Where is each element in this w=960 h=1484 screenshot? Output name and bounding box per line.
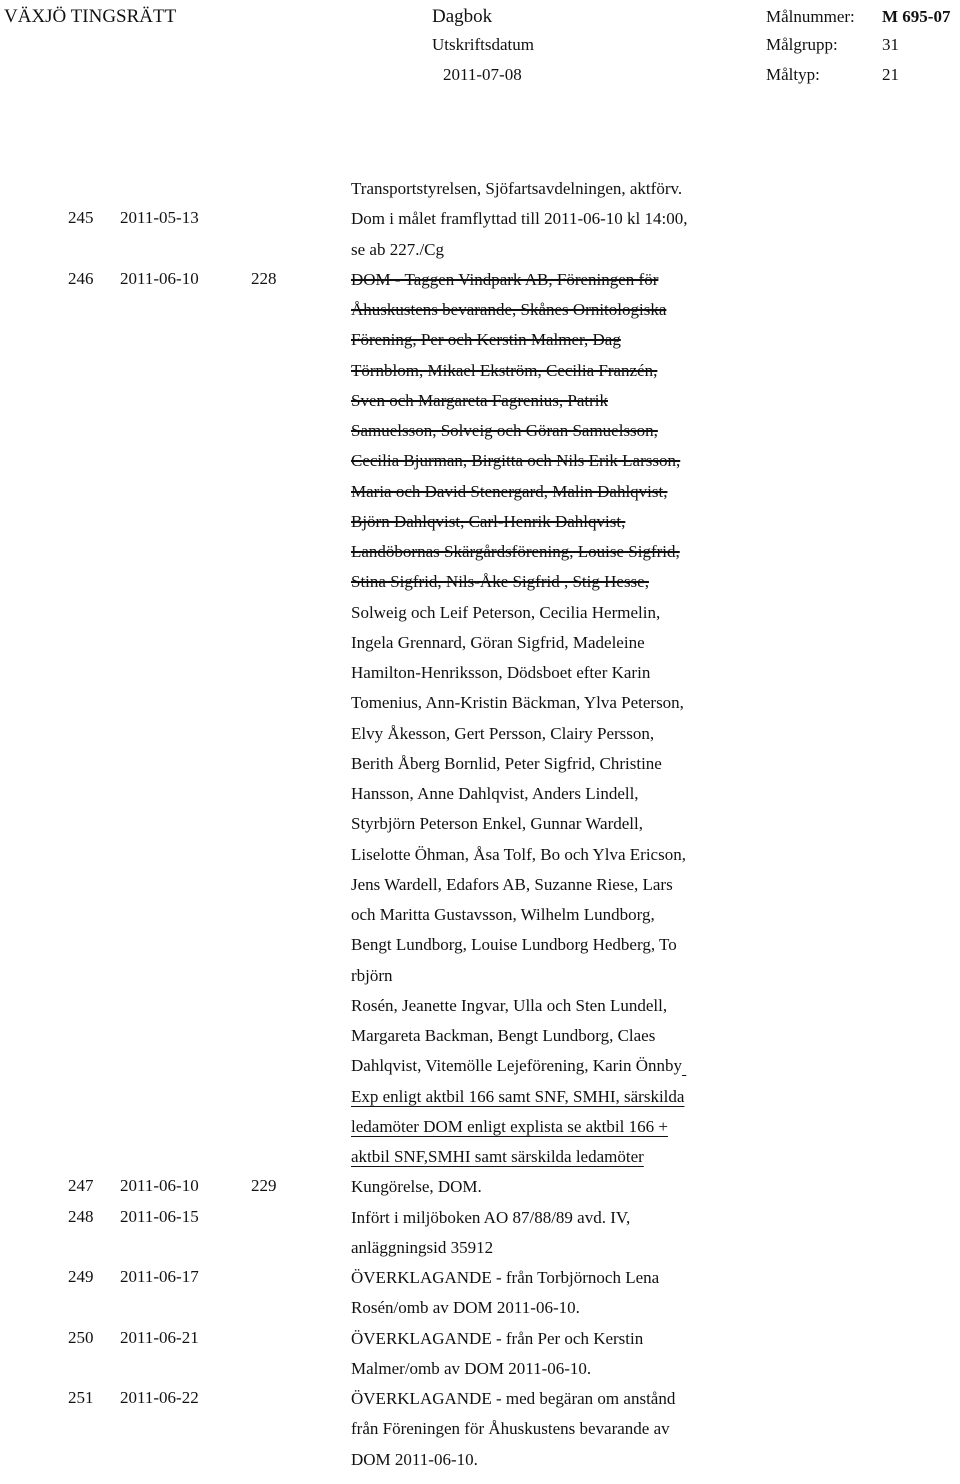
- entry-date: 2011-06-17: [120, 1267, 199, 1286]
- entry-text-line: se ab 227./Cg: [351, 239, 445, 259]
- entry-text-line: Bengt Lundborg, Louise Lundborg Hedberg, To: [351, 935, 677, 955]
- entry-text-line: Margareta Backman, Bengt Lundborg, Claes: [351, 1026, 656, 1045]
- entry-text-line: från Föreningen för Åhuskustens bevarande av: [351, 1419, 670, 1439]
- struck-amendment: ledamöter: [351, 1116, 419, 1136]
- entry-text-line: ÖVERKLAGANDE - med begäran om anstånd: [351, 1389, 676, 1408]
- case-number-label: Målnummer:: [766, 7, 855, 26]
- struck-text-line: Förening, Per och Kerstin Malmer, Dag: [351, 330, 621, 350]
- entry-text-line: Malmer/omb av DOM 2011-06-10.: [351, 1358, 592, 1378]
- entry-text-line: Infört i miljöboken AO 87/88/89 avd. IV,: [351, 1207, 631, 1227]
- struck-text-line: Stina Sigfrid, Nils-Åke Sigfrid , Stig Hesse,: [351, 572, 649, 592]
- print-date: 2011-07-08: [443, 65, 522, 84]
- entry-text-line: Styrbjörn Peterson Enkel, Gunnar Wardell,: [351, 814, 643, 834]
- entry-text-line: rbjörn: [351, 965, 393, 985]
- entry-date: 2011-06-15: [120, 1206, 199, 1226]
- entry-text-line: Berith Åberg Bornlid, Peter Sigfrid, Christine: [351, 753, 662, 773]
- entry-text: [351, 1267, 746, 1328]
- entry-text: [351, 178, 746, 208]
- struck-text-line: Cecilia Bjurman, Birgitta och Nils Erik Larsson,: [351, 451, 681, 471]
- entry-text-line: och Maritta Gustavsson, Wilhelm Lundborg,: [351, 905, 655, 924]
- struck-text-line: Samuelsson, Solveig och Göran Samuelsson,: [351, 421, 658, 440]
- document-type: Dagbok: [432, 6, 493, 27]
- entry-date: 2011-05-13: [120, 208, 199, 228]
- case-number: M 695-07: [882, 7, 951, 26]
- case-group: 31: [882, 35, 899, 54]
- entry-text-line: Transportstyrelsen, Sjöfartsavdelningen, aktförv.: [351, 179, 683, 198]
- struck-text-line: Landöbornas Skärgårdsförening, Louise Sigfrid,: [351, 542, 680, 561]
- entry-aktbil: 229: [251, 1176, 277, 1196]
- amendment-line: [351, 1116, 746, 1146]
- entry-number: 246: [68, 268, 94, 288]
- entry-text-line: Hansson, Anne Dahlqvist, Anders Lindell,: [351, 784, 639, 803]
- entry-number: 245: [68, 208, 94, 228]
- entry-number: 248: [68, 1206, 94, 1226]
- entry-text-line: Rosén/omb av DOM 2011-06-10.: [351, 1298, 580, 1318]
- case-type: 21: [882, 65, 899, 84]
- entry-text-line: DOM 2011-06-10.: [351, 1449, 478, 1469]
- struck-text-line: Björn Dahlqvist, Carl-Henrik Dahlqvist,: [351, 511, 626, 531]
- struck-text-line: Törnblom, Mikael Ekström, Cecilia Franzén,: [351, 360, 658, 380]
- entry-aktbil: 228: [251, 268, 277, 288]
- entry-text-line: Elvy Åkesson, Gert Persson, Clairy Persson,: [351, 723, 655, 743]
- entry-text-line: Kungörelse, DOM.: [351, 1177, 482, 1197]
- print-date-label: Utskriftsdatum: [432, 35, 534, 54]
- struck-text-line: DOM - Taggen Vindpark AB, Föreningen för: [351, 269, 659, 289]
- entry-text-line: Jens Wardell, Edafors AB, Suzanne Riese, Lars: [351, 874, 673, 894]
- amendment-line: [351, 1146, 746, 1176]
- entry-text-line: Dom i målet framflyttad till 2011-06-10 kl 14:00,: [351, 209, 688, 229]
- struck-text-line: Maria och David Stenergard, Malin Dahlqvist,: [351, 481, 668, 501]
- entry-text: [351, 1207, 746, 1268]
- entry-number: 247: [68, 1176, 94, 1196]
- entry-text-line: Ingela Grennard, Göran Sigfrid, Madeleine: [351, 632, 645, 652]
- struck-text-line: Sven och Margareta Fagrenius, Patrik: [351, 390, 608, 410]
- struck-text-line: Åhuskustens bevarande, Skånes Ornitologiska: [351, 300, 667, 319]
- struck-amendment: Exp enligt aktbil 166 samt SNF, SMHI, särskilda: [351, 1086, 685, 1106]
- entry-text: [351, 1176, 746, 1206]
- case-group-label: Målgrupp:: [766, 35, 838, 54]
- inserted-amendment: aktbil SNF,SMHI samt särskilda ledamöter: [351, 1147, 644, 1166]
- entry-number: 249: [68, 1267, 94, 1286]
- entry-text: [351, 269, 746, 1177]
- entry-text-line: Liselotte Öhman, Åsa Tolf, Bo och Ylva Ericson,: [351, 844, 686, 864]
- entry-text: [351, 1388, 746, 1479]
- entry-text: [351, 1328, 746, 1389]
- entry-date: 2011-06-10: [120, 1176, 199, 1196]
- entry-text-line: Rosén, Jeanette Ingvar, Ulla och Sten Lundell,: [351, 995, 668, 1015]
- entry-number: 250: [68, 1327, 94, 1347]
- entry-date: 2011-06-22: [120, 1388, 199, 1407]
- inserted-amendment: DOM enligt explista se aktbil 166 +: [418, 1116, 668, 1136]
- court-name: VÄXJÖ TINGSRÄTT: [4, 6, 177, 27]
- case-type-label: Måltyp:: [766, 65, 820, 84]
- amendment-line: [351, 1086, 746, 1116]
- entry-number: 251: [68, 1388, 94, 1407]
- entry-date: 2011-06-10: [120, 268, 199, 288]
- entry-text-line: ÖVERKLAGANDE - från Per och Kerstin: [351, 1328, 644, 1348]
- entry-text-line: Solweig och Leif Peterson, Cecilia Hermelin,: [351, 602, 661, 622]
- entry-date: 2011-06-21: [120, 1327, 199, 1347]
- entry-text: [351, 208, 746, 269]
- entry-text-line: Tomenius, Ann-Kristin Bäckman, Ylva Peterson,: [351, 693, 684, 713]
- entry-text-line: Dahlqvist, Vitemölle Lejeförening, Karin Önnby: [351, 1055, 746, 1085]
- entry-text-line: Hamilton-Henriksson, Dödsboet efter Karin: [351, 663, 651, 682]
- entry-text-line: ÖVERKLAGANDE - från Torbjörnoch Lena: [351, 1268, 660, 1287]
- edit-mark: [682, 1056, 686, 1075]
- entry-text-line: anläggningsid 35912: [351, 1237, 494, 1257]
